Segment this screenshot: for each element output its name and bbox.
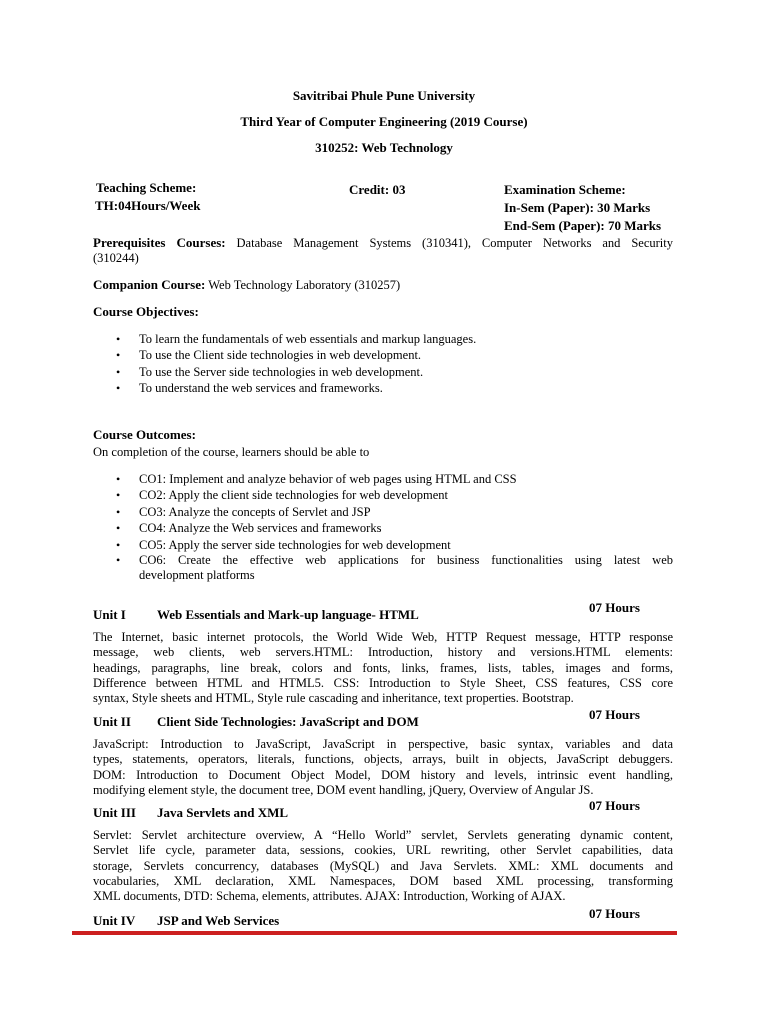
course-year: Third Year of Computer Engineering (2019 Course) [240,114,528,129]
outcomes-intro: On completion of the course, learners should be able to [93,445,370,459]
paragraph-line: JavaScript: Introduction to JavaScript, JavaScript in perspective, basic syntax, variables and data [93,737,673,751]
unit-4-heading [93,913,279,929]
credit: Credit: 03 [349,182,406,197]
co6-line2: development platforms [139,568,255,583]
prerequisites-line2: (310244) [93,251,139,266]
unit-3-hours: 07 Hours [589,798,640,813]
unit-2-title: Client Side Technologies: JavaScript and DOM [157,714,419,729]
list-item: • CO3: Analyze the concepts of Servlet and JSP [93,504,673,520]
objectives-title: Course Objectives: [93,304,199,319]
unit-1-content [93,630,673,706]
unit-2-number: Unit II [93,714,131,729]
paragraph-line: modifying element style, the document tree, DOM event handling, jQuery, Overview of Angular JS. [93,782,594,797]
unit-2-content [93,737,673,798]
paragraph-line: Difference between HTML and HTML5. CSS: Introduction to Style Sheet, CSS features, CSS core [93,675,673,690]
companion-course [93,277,400,293]
insem-marks: In-Sem (Paper): 30 Marks [504,200,651,215]
companion-value: Web Technology Laboratory (310257) [205,278,401,292]
teaching-scheme-value: TH:04Hours/Week [95,198,201,213]
paragraph-line: DOM: Introduction to Document Object Model, DOM history and levels, intrinsic event handling, [93,767,673,782]
paragraph-line: The Internet, basic internet protocols, the World Wide Web, HTTP Request message, HTTP response [93,630,673,644]
unit-3-heading [93,805,288,821]
unit-4-hours: 07 Hours [589,906,640,921]
page-divider [72,931,677,935]
unit-3-content [93,828,673,904]
outcomes-title: Course Outcomes: [93,427,196,442]
unit-3-number: Unit III [93,805,136,820]
paragraph-line: XML documents, DTD: Schema, elements, attributes. AJAX: Introduction, Working of AJAX. [93,889,566,904]
list-item: • CO4: Analyze the Web services and frameworks [93,520,673,536]
exam-scheme-label: Examination Scheme: [504,182,626,197]
co6-line1: • CO6: Create the effective web applications for business functionalities using latest web [139,553,673,568]
prerequisites [93,235,673,267]
list-item: • To use the Server side technologies in web development. [93,364,476,380]
teaching-scheme-label: Teaching Scheme: [96,180,197,195]
paragraph-line: headings, paragraphs, line break, colors and fonts, links, frames, lists, tables, images and forms, [93,660,673,675]
outcomes-list [93,471,673,583]
university-name: Savitribai Phule Pune University [292,88,476,103]
paragraph-line: vocabularies, XML declaration, XML Namespaces, DOM based XML processing, transforming [93,873,673,888]
objectives-list [93,331,476,397]
list-item: • CO1: Implement and analyze behavior of web pages using HTML and CSS [93,471,673,487]
paragraph-line: Servlet: Servlet architecture overview, A “Hello World” servlet, Servlets generating dynamic content, [93,828,673,842]
prerequisites-label: Prerequisites Courses: [93,235,226,250]
unit-3-title: Java Servlets and XML [157,805,289,820]
list-item: • To understand the web services and frameworks. [93,380,476,396]
unit-4-title: JSP and Web Services [157,913,280,928]
list-item: • To learn the fundamentals of web essentials and markup languages. [93,331,476,347]
paragraph-line: message, web clients, web servers.HTML: Introduction, history and versions.HTML elements: [93,645,673,660]
companion-label: Companion Course: [93,277,206,292]
list-item: • CO5: Apply the server side technologies for web development [93,537,673,553]
endsem-marks: End-Sem (Paper): 70 Marks [504,218,662,233]
unit-4-number: Unit IV [93,913,136,928]
unit-2-hours: 07 Hours [589,707,640,722]
list-item: • CO2: Apply the client side technologies for web development [93,487,673,503]
unit-2-heading [93,714,419,730]
paragraph-line: storage, Servlets concurrency, databases (MySQL) and Java Servlets. XML: XML documents and [93,858,673,873]
unit-1-hours: 07 Hours [589,600,640,615]
subject-title: 310252: Web Technology [315,140,453,155]
paragraph-line: syntax, Style sheets and HTML, Style rule cascading and inheritance, text properties. Bootstrap. [93,691,574,706]
unit-1-heading [93,607,419,623]
unit-1-title: Web Essentials and Mark-up language- HTML [157,607,419,622]
unit-1-number: Unit I [93,607,126,622]
paragraph-line: Servlet life cycle, parameter data, sessions, cookies, URL rewriting, other Servlet capabilities, data [93,843,673,858]
paragraph-line: types, statements, operators, literals, functions, objects, arrays, built in objects, JavaScript debuggers. [93,752,673,767]
list-item [93,553,673,583]
prerequisites-line1: Database Management Systems (310341), Computer Networks and Security [225,236,673,250]
list-item: • To use the Client side technologies in web development. [93,347,476,363]
